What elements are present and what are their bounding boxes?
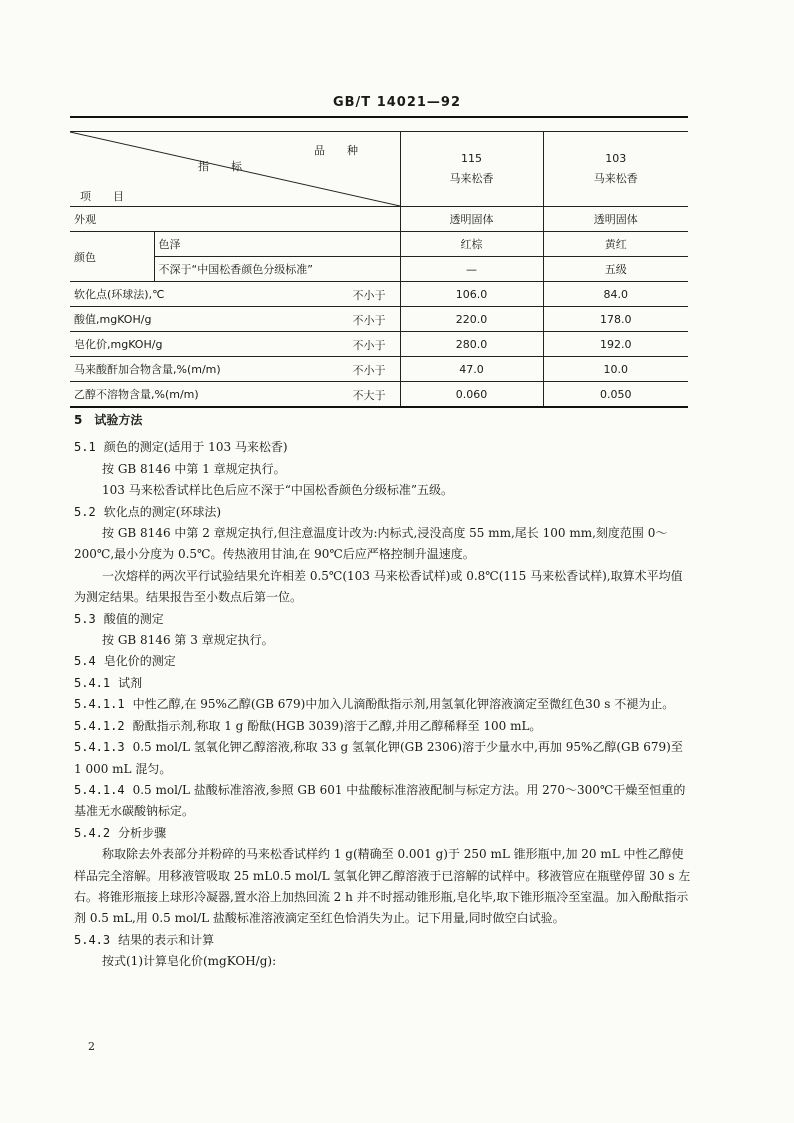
row-label-cell [70, 332, 400, 357]
section-heading-5-4 [74, 651, 692, 672]
row-softening-point [70, 282, 688, 307]
section-heading-5: 5 试验方法 [74, 413, 143, 427]
row-limit: 不大于 [352, 389, 386, 402]
value-115: 透明固体 [400, 207, 543, 232]
row-maleic-adduct [70, 357, 688, 382]
header-label-pinzhong: 品 种 [314, 144, 358, 157]
value-103: 五级 [543, 257, 688, 282]
row-limit: 不小于 [352, 364, 386, 377]
section-heading-5-2 [74, 502, 692, 523]
value-103: 84.0 [543, 282, 688, 307]
clause-text: 酚酞指示剂,称取 1 g 酚酞(HGB 3039)溶于乙醇,并用乙醇稀释至 100 mL。 [132, 718, 542, 733]
clause-5-4-1-2 [74, 716, 692, 737]
paragraph: 一次熔样的两次平行试验结果允许相差 0.5℃(103 马来松香试样)或 0.8℃(115 马来松香试样),取算术平均值为测定结果。结果报告至小数点后第一位。 [74, 568, 683, 605]
value-115: 47.0 [400, 357, 543, 382]
row-label: 外观 [70, 207, 400, 232]
clause-number: 5.4.2 [74, 825, 111, 840]
row-label-cell [70, 282, 400, 307]
value-115: 220.0 [400, 307, 543, 332]
row-label: 乙醇不溶物含量,%(m/m) [74, 388, 199, 401]
value-115: 红棕 [400, 232, 543, 257]
value-103: 192.0 [543, 332, 688, 357]
clause-title: 结果的表示和计算 [118, 932, 215, 947]
row-label: 软化点(环球法),℃ [74, 288, 165, 301]
paragraph: 按式(1)计算皂化价(mgKOH/g): [102, 954, 277, 969]
product-header-103 [543, 132, 688, 207]
row-saponification [70, 332, 688, 357]
paragraph: 按 GB 8146 中第 2 章规定执行,但注意温度计改为:内标式,浸没高度 55 mm,尾长 100 mm,刻度范围 0～200℃,最小分度为 0.5℃。传热液用甘油,在 90℃后应严格控制升温速度。 [74, 526, 668, 562]
clause-text: 0.5 mol/L 盐酸标准溶液,参照 GB 601 中盐酸标准溶液配制与标定方法。用 270～300℃干燥至恒重的基准无水碳酸钠标定。 [74, 782, 686, 819]
clause-number: 5.2 [74, 504, 96, 519]
value-103: 10.0 [543, 357, 688, 382]
spec-table [70, 131, 688, 408]
diagonal-header-cell [70, 132, 400, 207]
row-color-shade [70, 232, 688, 257]
clause-title: 酸值的测定 [103, 611, 164, 626]
clause-number: 5.4.1.4 [74, 782, 125, 797]
page-number: 2 [88, 1040, 95, 1053]
value-115: — [400, 257, 543, 282]
row-appearance [70, 207, 688, 232]
section-heading-5-1 [74, 437, 692, 458]
product-name: 马来松香 [449, 172, 494, 185]
row-color-grade [70, 257, 688, 282]
document-body [74, 410, 692, 973]
table-header-row [70, 132, 688, 207]
paragraph: 称取除去外表部分并粉碎的马来松香试样约 1 g(精确至 0.001 g)于 250 mL 锥形瓶中,加 20 mL 中性乙醇使样品完全溶解。用移液管吸取 25 mL0.5 mol/L 氢氧化钾乙醇溶液于已溶解的试样中。移液管应在瓶壁停留 30 s 左右。将锥形瓶接上球形冷凝器,置水浴上加热回流 2 h 并不时摇动锥形瓶,皂化毕,取下锥形瓶冷至室温。加入酚酞指示剂 0.5 mL,用 0.5 mol/L 盐酸标准溶液滴定至红色恰消失为止。记下用量,同时做空白试验。 [74, 847, 691, 926]
row-label: 皂化价,mgKOH/g [74, 338, 163, 351]
standard-number: GB/T 14021—92 [332, 95, 462, 110]
clause-title: 试剂 [118, 675, 143, 690]
sub-label: 不深于“中国松香颜色分级标准” [154, 257, 400, 282]
clause-title: 颜色的测定(适用于 103 马来松香) [103, 440, 288, 455]
value-115: 280.0 [400, 332, 543, 357]
header-rule [70, 116, 688, 118]
row-label-cell [70, 382, 400, 408]
section-heading-5-4-1 [74, 673, 692, 694]
row-label-cell [70, 357, 400, 382]
value-115: 106.0 [400, 282, 543, 307]
clause-text: 中性乙醇,在 95%乙醇(GB 679)中加入儿滴酚酞指示剂,用氢氧化钾溶液滴定至微红色30 s 不褪为止。 [132, 697, 675, 712]
row-limit: 不小于 [352, 289, 386, 302]
clause-number: 5.4.1.3 [74, 740, 125, 755]
clause-number: 5.1 [74, 440, 96, 455]
row-ethanol-insoluble [70, 382, 688, 408]
section-heading-5-4-3 [74, 930, 692, 951]
row-label-cell [70, 307, 400, 332]
value-103: 0.050 [543, 382, 688, 408]
header-label-xiangmu: 项 目 [80, 190, 124, 203]
row-limit: 不小于 [352, 314, 386, 327]
row-acid-value [70, 307, 688, 332]
product-code: 115 [461, 152, 482, 165]
value-103: 黄红 [543, 232, 688, 257]
clause-number: 5.4.1.1 [74, 697, 125, 712]
section-heading-5-3 [74, 609, 692, 630]
clause-number: 5.4.1 [74, 675, 111, 690]
clause-5-4-1-1 [74, 694, 692, 715]
paragraph: 按 GB 8146 第 3 章规定执行。 [102, 633, 274, 648]
value-103: 透明固体 [543, 207, 688, 232]
paragraph: 按 GB 8146 中第 1 章规定执行。 [102, 461, 286, 476]
row-limit: 不小于 [352, 339, 386, 352]
clause-5-4-1-3 [74, 737, 692, 780]
paragraph: 103 马来松香试样比色后应不深于“中国松香颜色分级标准”五级。 [102, 483, 453, 498]
value-115: 0.060 [400, 382, 543, 408]
row-label: 酸值,mgKOH/g [74, 313, 152, 326]
row-label: 马来酸酐加合物含量,%(m/m) [74, 363, 221, 376]
clause-number: 5.4.3 [74, 932, 111, 947]
header-label-zhibiao: 指 标 [198, 160, 242, 173]
row-label-color: 颜色 [70, 232, 154, 282]
clause-title: 皂化价的测定 [103, 654, 176, 669]
product-header-115 [400, 132, 543, 207]
section-heading-5-4-2 [74, 823, 692, 844]
clause-text: 0.5 mol/L 氢氧化钾乙醇溶液,称取 33 g 氢氧化钾(GB 2306)溶于少量水中,再加 95%乙醇(GB 679)至 1 000 mL 混匀。 [74, 740, 683, 776]
clause-title: 软化点的测定(环球法) [103, 504, 222, 519]
clause-number: 5.4 [74, 654, 96, 669]
clause-number: 5.4.1.2 [74, 718, 125, 733]
product-name: 马来松香 [593, 172, 638, 185]
value-103: 178.0 [543, 307, 688, 332]
product-code: 103 [605, 152, 627, 165]
clause-5-4-1-4 [74, 780, 692, 823]
sub-label: 色泽 [154, 232, 400, 257]
clause-title: 分析步骤 [118, 825, 167, 840]
clause-number: 5.3 [74, 611, 96, 626]
